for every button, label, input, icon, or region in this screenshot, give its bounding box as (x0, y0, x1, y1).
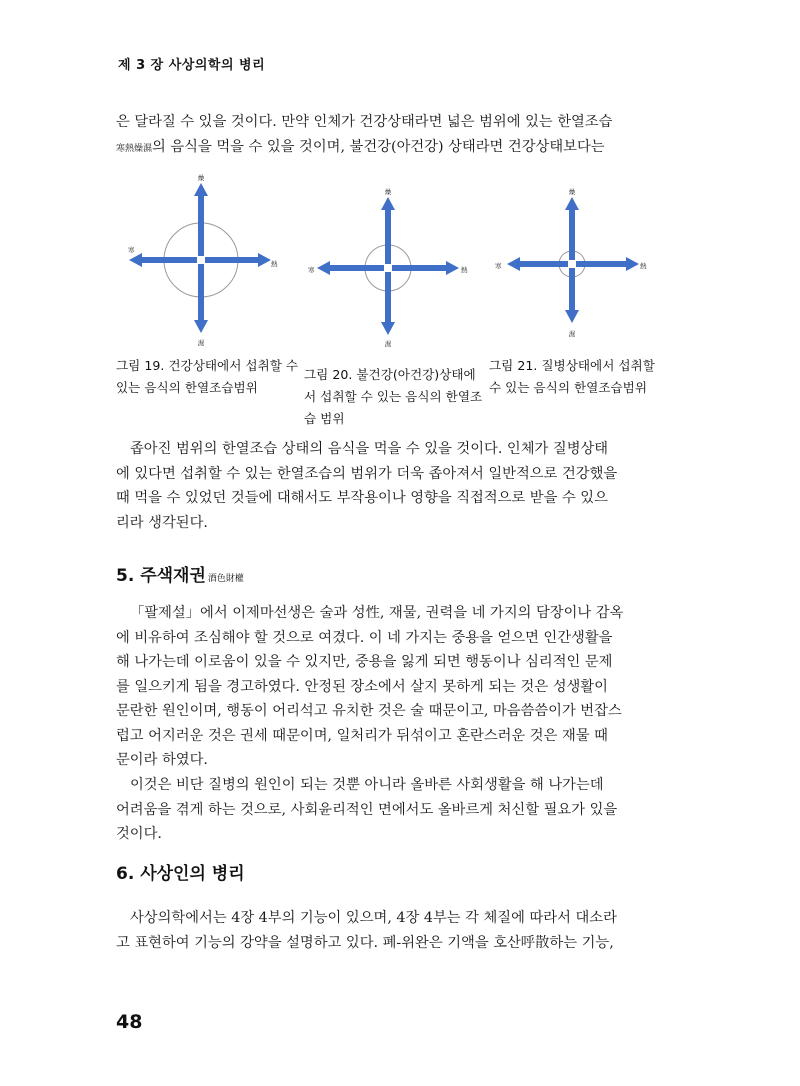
figure-21 (494, 184, 669, 354)
label-dry: 燥 (568, 188, 576, 196)
text-line: 해 나가는데 이로움이 있을 수 있지만, 중용을 잃게 되면 행동이나 심리적인 문제 (116, 654, 613, 670)
figure-19 (126, 172, 296, 352)
label-hot: 熱 (461, 266, 468, 274)
page-number: 48 (116, 1011, 143, 1033)
figure-20 (306, 184, 476, 354)
axis-arrows (129, 183, 271, 333)
intro-line-1: 은 달라질 수 있을 것이다. 만약 인체가 건강상태라면 넓은 범위에 있는 한열조습 (116, 114, 613, 130)
text-line: 리라 생각된다. (116, 514, 208, 531)
text-line: 문란한 원인이며, 행동이 어리석고 유치한 것은 술 때문이고, 마음씀씀이가 번잡스 (116, 703, 622, 719)
label-cold: 寒 (495, 262, 502, 270)
intro-line-2 (116, 135, 666, 162)
label-dry: 燥 (384, 188, 392, 196)
figure-20-diagram (306, 184, 476, 354)
section-5-paragraph-1 (116, 601, 666, 773)
section-5-title: 5. 주색재권 (116, 566, 206, 586)
text-line: 고 표현하여 기능의 강약을 설명하고 있다. 폐-위완은 기액을 호산呼散하는 기능, (116, 934, 614, 951)
label-hot: 熱 (271, 260, 278, 268)
intro-paragraph (116, 110, 666, 161)
text-line: 에 비유하여 조심해야 할 것으로 여겼다. 이 네 가지는 중용을 얻으면 인간생활을 (116, 629, 613, 646)
running-header: 제 3 장 사상의학의 병리 (118, 58, 266, 73)
section-6-title: 6. 사상인의 병리 (116, 864, 245, 884)
intro-line-2-text: 의 음식을 먹을 수 있을 것이며, 불건강(아건강) 상태라면 건강상태보다는 (152, 138, 605, 155)
section-5-paragraph-2 (116, 773, 666, 847)
figure-19-caption: 그림 19. 건강상태에서 섭취할 수 있는 음식의 한열조습범위 (116, 358, 299, 395)
label-damp: 濕 (568, 330, 576, 338)
after-figures-paragraph (116, 437, 666, 535)
figure-21-diagram (494, 184, 669, 354)
text-line: 를 일으키게 됨을 경고하였다. 안정된 장소에서 살지 못하게 되는 것은 성생활이 (116, 678, 608, 695)
section-5-heading (116, 561, 244, 586)
text-line: 사상의학에서는 4장 4부의 기능이 있으며, 4장 4부는 각 체질에 따라서 대소라 (130, 910, 617, 926)
text-line: 럽고 어지러운 것은 권세 때문이며, 일처리가 뒤섞이고 혼란스러운 것은 재물 때 (116, 727, 608, 744)
intro-hanja: 寒熱燥濕 (116, 143, 153, 154)
axis-arrows (507, 197, 639, 323)
text-line: 문이라 하였다. (116, 752, 208, 768)
text-line: 것이다. (116, 826, 162, 842)
text-line: 에 있다면 섭취할 수 있는 한열조습의 범위가 더욱 좁아져서 일반적으로 건강했을 (116, 465, 618, 482)
figure-20-caption: 그림 20. 불건강(아건강)상태에서 섭취할 수 있는 음식의 한열조습 범위 (304, 367, 483, 426)
label-dry: 燥 (197, 174, 205, 182)
text-line: 이것은 비단 질병의 원인이 되는 것뿐 아니라 올바른 사회생활을 해 나가는데 (130, 777, 604, 793)
figure-19-diagram (126, 172, 296, 352)
text-line: 좁아진 범위의 한열조습 상태의 음식을 먹을 수 있을 것이다. 인체가 질병상태 (130, 441, 609, 457)
section-5-hanja: 酒色財權 (207, 574, 244, 584)
label-damp: 濕 (197, 339, 205, 347)
label-cold: 寒 (128, 246, 135, 254)
text-line: 어려움을 겪게 하는 것으로, 사회윤리적인 면에서도 올바르게 처신할 필요가 있을 (116, 801, 618, 818)
figure-21-caption: 그림 21. 질병상태에서 섭취할 수 있는 음식의 한열조습범위 (489, 358, 655, 395)
label-damp: 濕 (384, 340, 392, 348)
figure-row (116, 172, 676, 352)
label-hot: 熱 (640, 262, 647, 270)
label-cold: 寒 (308, 266, 315, 274)
text-line: 「팔제설」에서 이제마선생은 술과 성性, 재물, 권력을 네 가지의 담장이나 감옥 (130, 605, 624, 621)
text-line: 때 먹을 수 있었던 것들에 대해서도 부작용이나 영향을 직접적으로 받을 수 있으 (116, 490, 608, 506)
axis-arrows (317, 197, 459, 335)
section-6-paragraph (116, 906, 666, 955)
section-6-heading (116, 859, 245, 884)
